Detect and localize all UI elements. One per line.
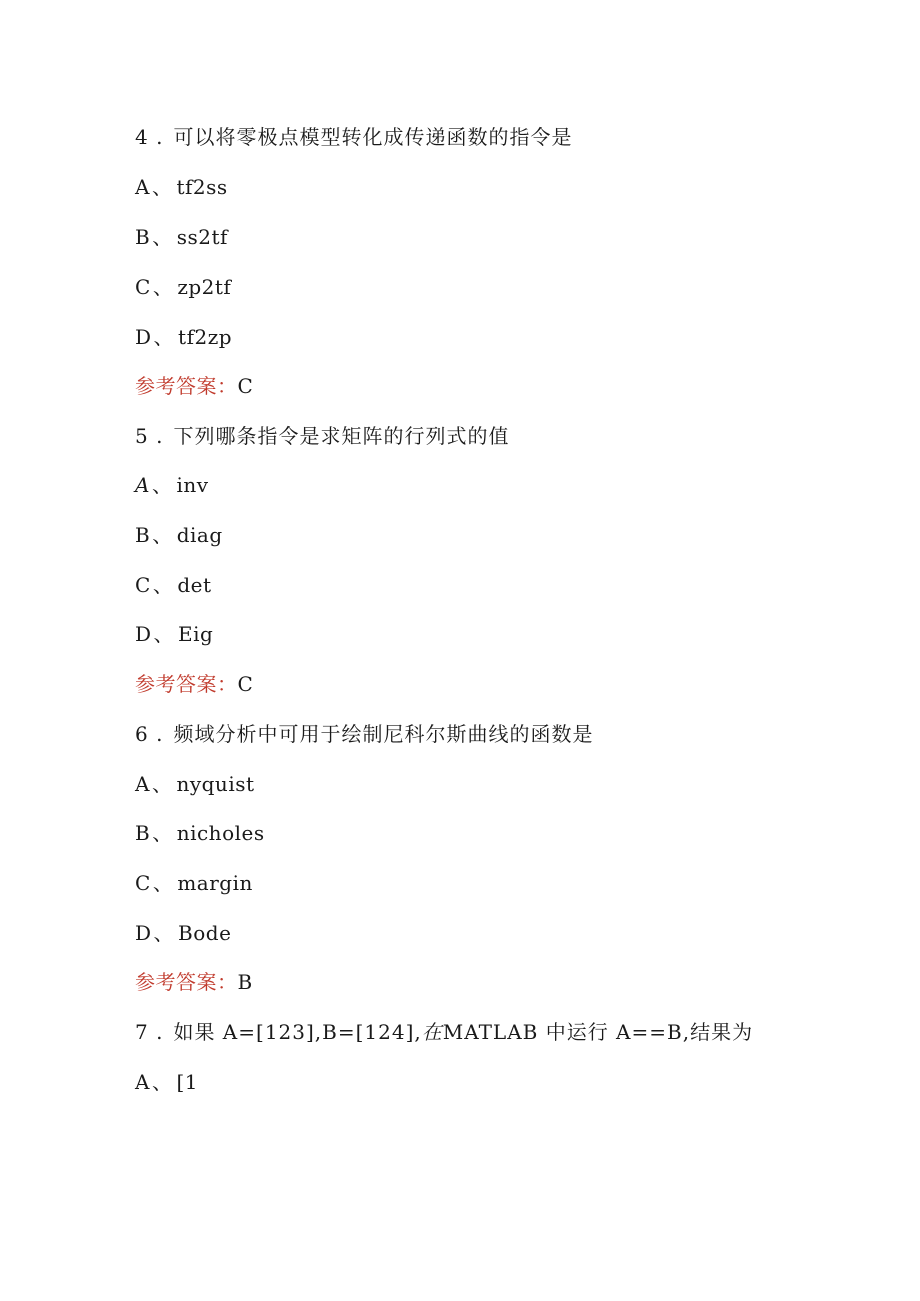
question-text-part2: MATLAB 中运行 A==B,结果为 (442, 1020, 754, 1044)
option-letter: B (135, 821, 151, 845)
option-text: zp2tf (177, 275, 232, 299)
option-d (135, 620, 213, 648)
option-text: margin (177, 871, 253, 895)
option-a (135, 173, 228, 201)
option-text: nyquist (176, 772, 255, 796)
option-letter: A (135, 772, 150, 796)
question-text-part1: 如果 A=[123],B=[124], (173, 1020, 422, 1044)
option-d (135, 323, 232, 351)
question-text: 下列哪条指令是求矩阵的行列式的值 (173, 424, 510, 448)
answer-label: 参考答案： (135, 374, 238, 398)
question-6 (135, 720, 593, 748)
option-letter: D (135, 622, 152, 646)
answer-line (135, 968, 253, 996)
question-dot: . (156, 125, 164, 149)
answer-line (135, 372, 253, 400)
question-number: 7 (135, 1020, 149, 1044)
option-separator: 、 (151, 175, 173, 199)
option-text: tf2zp (178, 325, 233, 349)
option-separator: 、 (153, 325, 175, 349)
answer-label: 参考答案： (135, 970, 238, 994)
option-letter: D (135, 921, 152, 945)
question-text: 频域分析中可用于绘制尼科尔斯曲线的函数是 (173, 722, 594, 746)
option-text: det (177, 573, 212, 597)
option-separator: 、 (153, 921, 175, 945)
question-text: 可以将零极点模型转化成传递函数的指令是 (173, 125, 573, 149)
question-text-italic: 在 (421, 1020, 443, 1044)
option-letter: C (135, 275, 151, 299)
option-letter: B (135, 225, 151, 249)
option-b (135, 223, 228, 251)
option-text: [1 (176, 1070, 198, 1094)
question-dot: . (156, 722, 164, 746)
option-letter: B (135, 523, 151, 547)
option-text: tf2ss (176, 175, 228, 199)
question-number: 6 (135, 722, 149, 746)
option-letter: A (135, 175, 150, 199)
question-dot: . (156, 1020, 164, 1044)
option-text: nicholes (176, 821, 265, 845)
option-separator: 、 (151, 1070, 173, 1094)
option-a (135, 471, 209, 499)
question-number: 4 (135, 125, 149, 149)
option-separator: 、 (151, 473, 173, 497)
option-letter: C (135, 573, 151, 597)
option-separator: 、 (152, 523, 173, 547)
option-text: inv (176, 473, 209, 497)
answer-label: 参考答案： (135, 672, 238, 696)
option-letter: A (135, 1070, 150, 1094)
option-b (135, 819, 265, 847)
option-text: Eig (178, 622, 214, 646)
option-separator: 、 (152, 275, 174, 299)
option-letter: D (135, 325, 152, 349)
option-separator: 、 (152, 821, 173, 845)
option-text: Bode (178, 921, 232, 945)
option-a (135, 1068, 198, 1096)
option-letter: C (135, 871, 151, 895)
option-d (135, 919, 231, 947)
question-5 (135, 422, 509, 450)
option-separator: 、 (152, 225, 173, 249)
option-separator: 、 (151, 772, 173, 796)
answer-line (135, 670, 253, 698)
option-b (135, 521, 223, 549)
answer-value: B (237, 970, 253, 994)
question-7 (135, 1018, 753, 1046)
option-separator: 、 (153, 622, 175, 646)
option-text: diag (176, 523, 223, 547)
option-a (135, 770, 255, 798)
question-4 (135, 123, 572, 151)
option-text: ss2tf (176, 225, 228, 249)
answer-value: C (237, 374, 254, 398)
option-c (135, 273, 231, 301)
answer-value: C (237, 672, 254, 696)
option-c (135, 571, 212, 599)
option-separator: 、 (152, 871, 174, 895)
question-dot: . (156, 424, 164, 448)
option-letter: A (135, 473, 150, 497)
option-c (135, 869, 253, 897)
option-separator: 、 (152, 573, 174, 597)
question-number: 5 (135, 424, 149, 448)
